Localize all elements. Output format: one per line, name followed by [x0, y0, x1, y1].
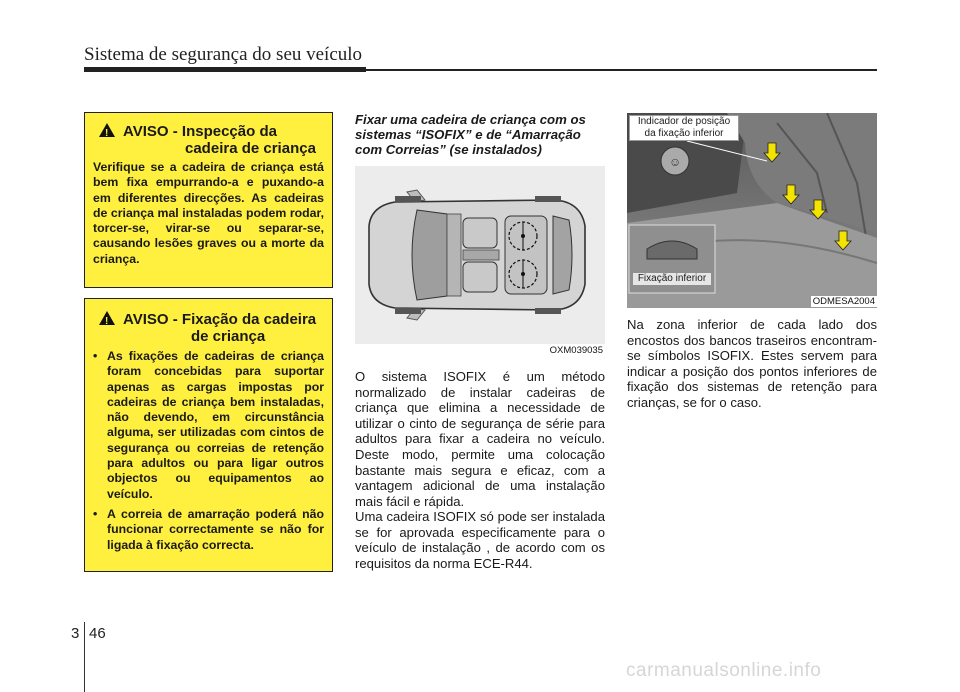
svg-text:☺: ☺	[669, 155, 682, 169]
warning-bullet-text: A correia de amarração poderá não funcionar correctamente se não for ligada à fixação correcta.	[107, 506, 324, 552]
lower-anchorage-label: Fixação inferior	[633, 273, 711, 285]
car-top-view-figure	[355, 166, 605, 356]
isofix-approval-paragraph: Uma cadeira ISOFIX só pode ser instalada se for aprovada especificamente para o veículo de instalação , de acordo com os requisitos da norma ECE-R44.	[355, 509, 605, 571]
warning-bullet	[93, 507, 324, 553]
warning-title-line2: de criança	[191, 328, 266, 345]
warning-triangle-icon	[99, 123, 115, 137]
indicator-label-line1: Indicador de posição	[637, 116, 731, 127]
indicator-label-line2: da fixação inferior	[644, 128, 724, 139]
bullet-dot: •	[93, 349, 98, 363]
figure-code: OXM039035	[549, 345, 603, 356]
page-header-title: Sistema de segurança do seu veículo	[84, 44, 363, 65]
warning-box-anchorage	[84, 298, 333, 572]
header-rule-thick	[84, 67, 366, 72]
warning-box-inspection	[84, 112, 333, 288]
warning-triangle-icon	[99, 311, 115, 325]
rear-seat-photo-figure	[627, 113, 877, 308]
page-number: 46	[89, 625, 106, 642]
warning-bullet	[93, 349, 324, 502]
warning-title-line1: - Fixação da cadeira	[172, 311, 317, 328]
warning-body: Verifique se a cadeira de criança está bem fixa empurrando-a e puxando-a em diferentes direcções. As cadeiras de criança mal instaladas podem rodar, torcer-se, virar-se ou separar-se, causando lesões graves ou a morte da criança.	[93, 160, 324, 266]
warning-label: AVISO	[123, 311, 169, 328]
isofix-symbols-paragraph: Na zona inferior de cada lado dos encostos dos bancos traseiros encontram-se símbolos ISOFIX. Estes servem para indicar a posição dos pontos inferiores de fixação dos sistemas de retenção para crianças, se for o caso.	[627, 317, 877, 410]
bullet-dot: •	[93, 506, 98, 521]
warning-title-line2: cadeira de criança	[185, 140, 316, 157]
warning-title-line1: - Inspecção da	[172, 123, 277, 140]
section-title: Fixar uma cadeira de criança com os sistemas “ISOFIX” e de “Amarração com Correias” (se instalados)	[355, 112, 586, 157]
indicator-label	[629, 115, 739, 141]
warning-heading	[93, 123, 324, 157]
figure-code: ODMESA2004	[812, 296, 875, 307]
car-top-view-illustration	[355, 166, 605, 344]
chapter-number: 3	[71, 625, 80, 642]
warning-heading	[93, 311, 324, 345]
watermark-text: carmanualsonline.info	[626, 660, 822, 681]
warning-bullet-text: As fixações de cadeiras de criança foram concebidas para suportar apenas as cargas impostas por cadeiras de criança bem instaladas, não devendo, em circunstância alguma, ser utilizadas com cintos de segurança ou correias de retenção para adultos ou para ligar outros objectos ou equipamentos ao veículo.	[107, 349, 324, 501]
page-number-divider	[84, 622, 85, 692]
isofix-description-paragraph: O sistema ISOFIX é um método normalizado de instalar cadeiras de criança que elimina a necessidade de utilizar o cinto de segurança de série para adultos para fixar a cadeira no veículo. Deste modo, permite uma colocação bastante mais segura e eficaz, com a vantagem adicional de uma instalação mais fácil e rápida.	[355, 369, 605, 509]
warning-label: AVISO	[123, 123, 169, 140]
